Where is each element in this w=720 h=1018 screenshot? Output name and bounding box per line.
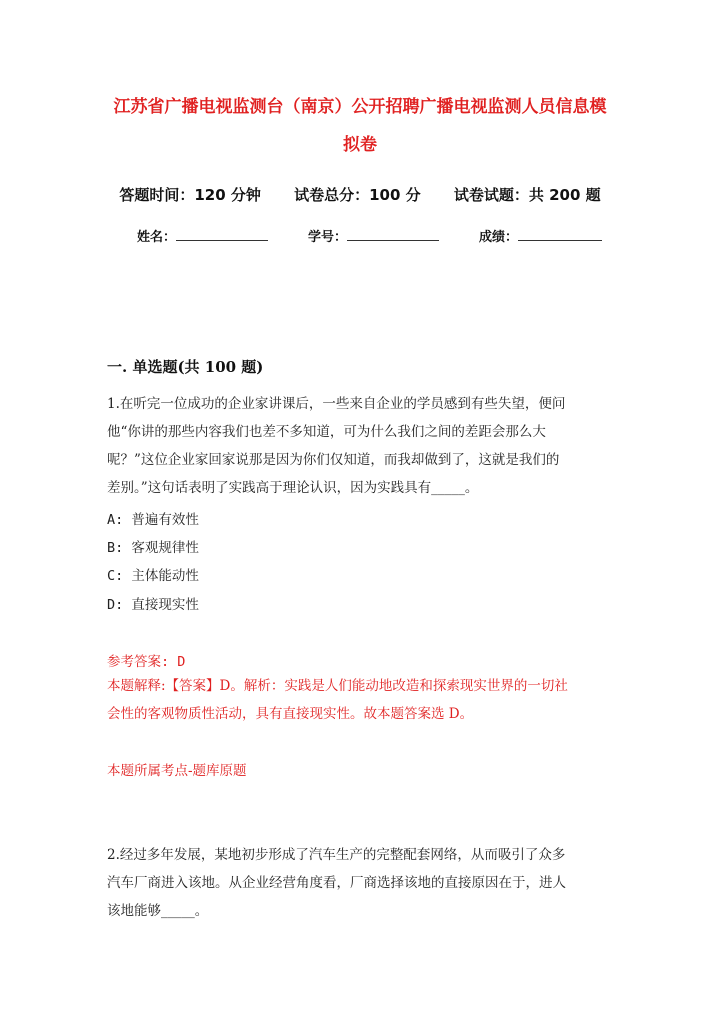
question-1-line1: 1.在听完一位成功的企业家讲课后，一些来自企业的学员感到有些失望，便问 — [107, 396, 566, 412]
exam-total-score: 试卷总分：100 分 — [294, 186, 421, 204]
option-d: D: 直接现实性 — [107, 597, 199, 613]
question-2-line2: 汽车厂商进入该地。从企业经营角度看，厂商选择该地的直接原因在于，进人 — [107, 875, 566, 891]
doc-title-line2: 拟卷 — [343, 135, 377, 155]
section-title: 一. 单选题(共 100 题) — [107, 358, 264, 376]
option-a: A: 普遍有效性 — [107, 512, 199, 528]
option-b: B: 客观规律性 — [107, 540, 199, 556]
student-id-label: 学号： — [308, 230, 348, 245]
score-label: 成绩： — [479, 230, 519, 245]
explanation-line2: 会性的客观物质性活动，具有直接现实性。故本题答案选 D。 — [107, 706, 474, 722]
question-2-line1: 2.经过多年发展，某地初步形成了汽车生产的完整配套网络，从而吸引了众多 — [107, 847, 566, 863]
question-2-line3: 该地能够_____。 — [107, 903, 209, 919]
score-blank[interactable] — [518, 227, 602, 241]
explanation-line1: 本题解释:【答案】D。解析：实践是人们能动地改造和探索现实世界的一切社 — [107, 678, 568, 694]
name-blank[interactable] — [176, 227, 268, 241]
question-1-line3: 呢？”这位企业家回家说那是因为你们仅知道，而我却做到了，这就是我们的 — [107, 452, 560, 468]
score-field — [479, 226, 602, 245]
question-1-line2: 他“你讲的那些内容我们也差不多知道，可为什么我们之间的差距会那么大 — [107, 424, 546, 440]
reference-answer: 参考答案: D — [107, 654, 186, 670]
doc-title-line1: 江苏省广播电视监测台（南京）公开招聘广播电视监测人员信息模 — [113, 97, 607, 117]
exam-meta — [0, 184, 720, 205]
student-id-blank[interactable] — [347, 227, 439, 241]
name-label: 姓名： — [137, 230, 177, 245]
question-1-line4: 差别。”这句话表明了实践高于理论认识，因为实践具有_____。 — [107, 480, 479, 496]
option-c: C: 主体能动性 — [107, 568, 199, 584]
student-id-field — [308, 226, 439, 245]
question-source: 本题所属考点-题库原题 — [107, 763, 247, 779]
exam-time: 答题时间：120 分钟 — [119, 186, 261, 204]
name-field — [137, 226, 268, 245]
exam-question-count: 试卷试题：共 200 题 — [453, 186, 601, 204]
